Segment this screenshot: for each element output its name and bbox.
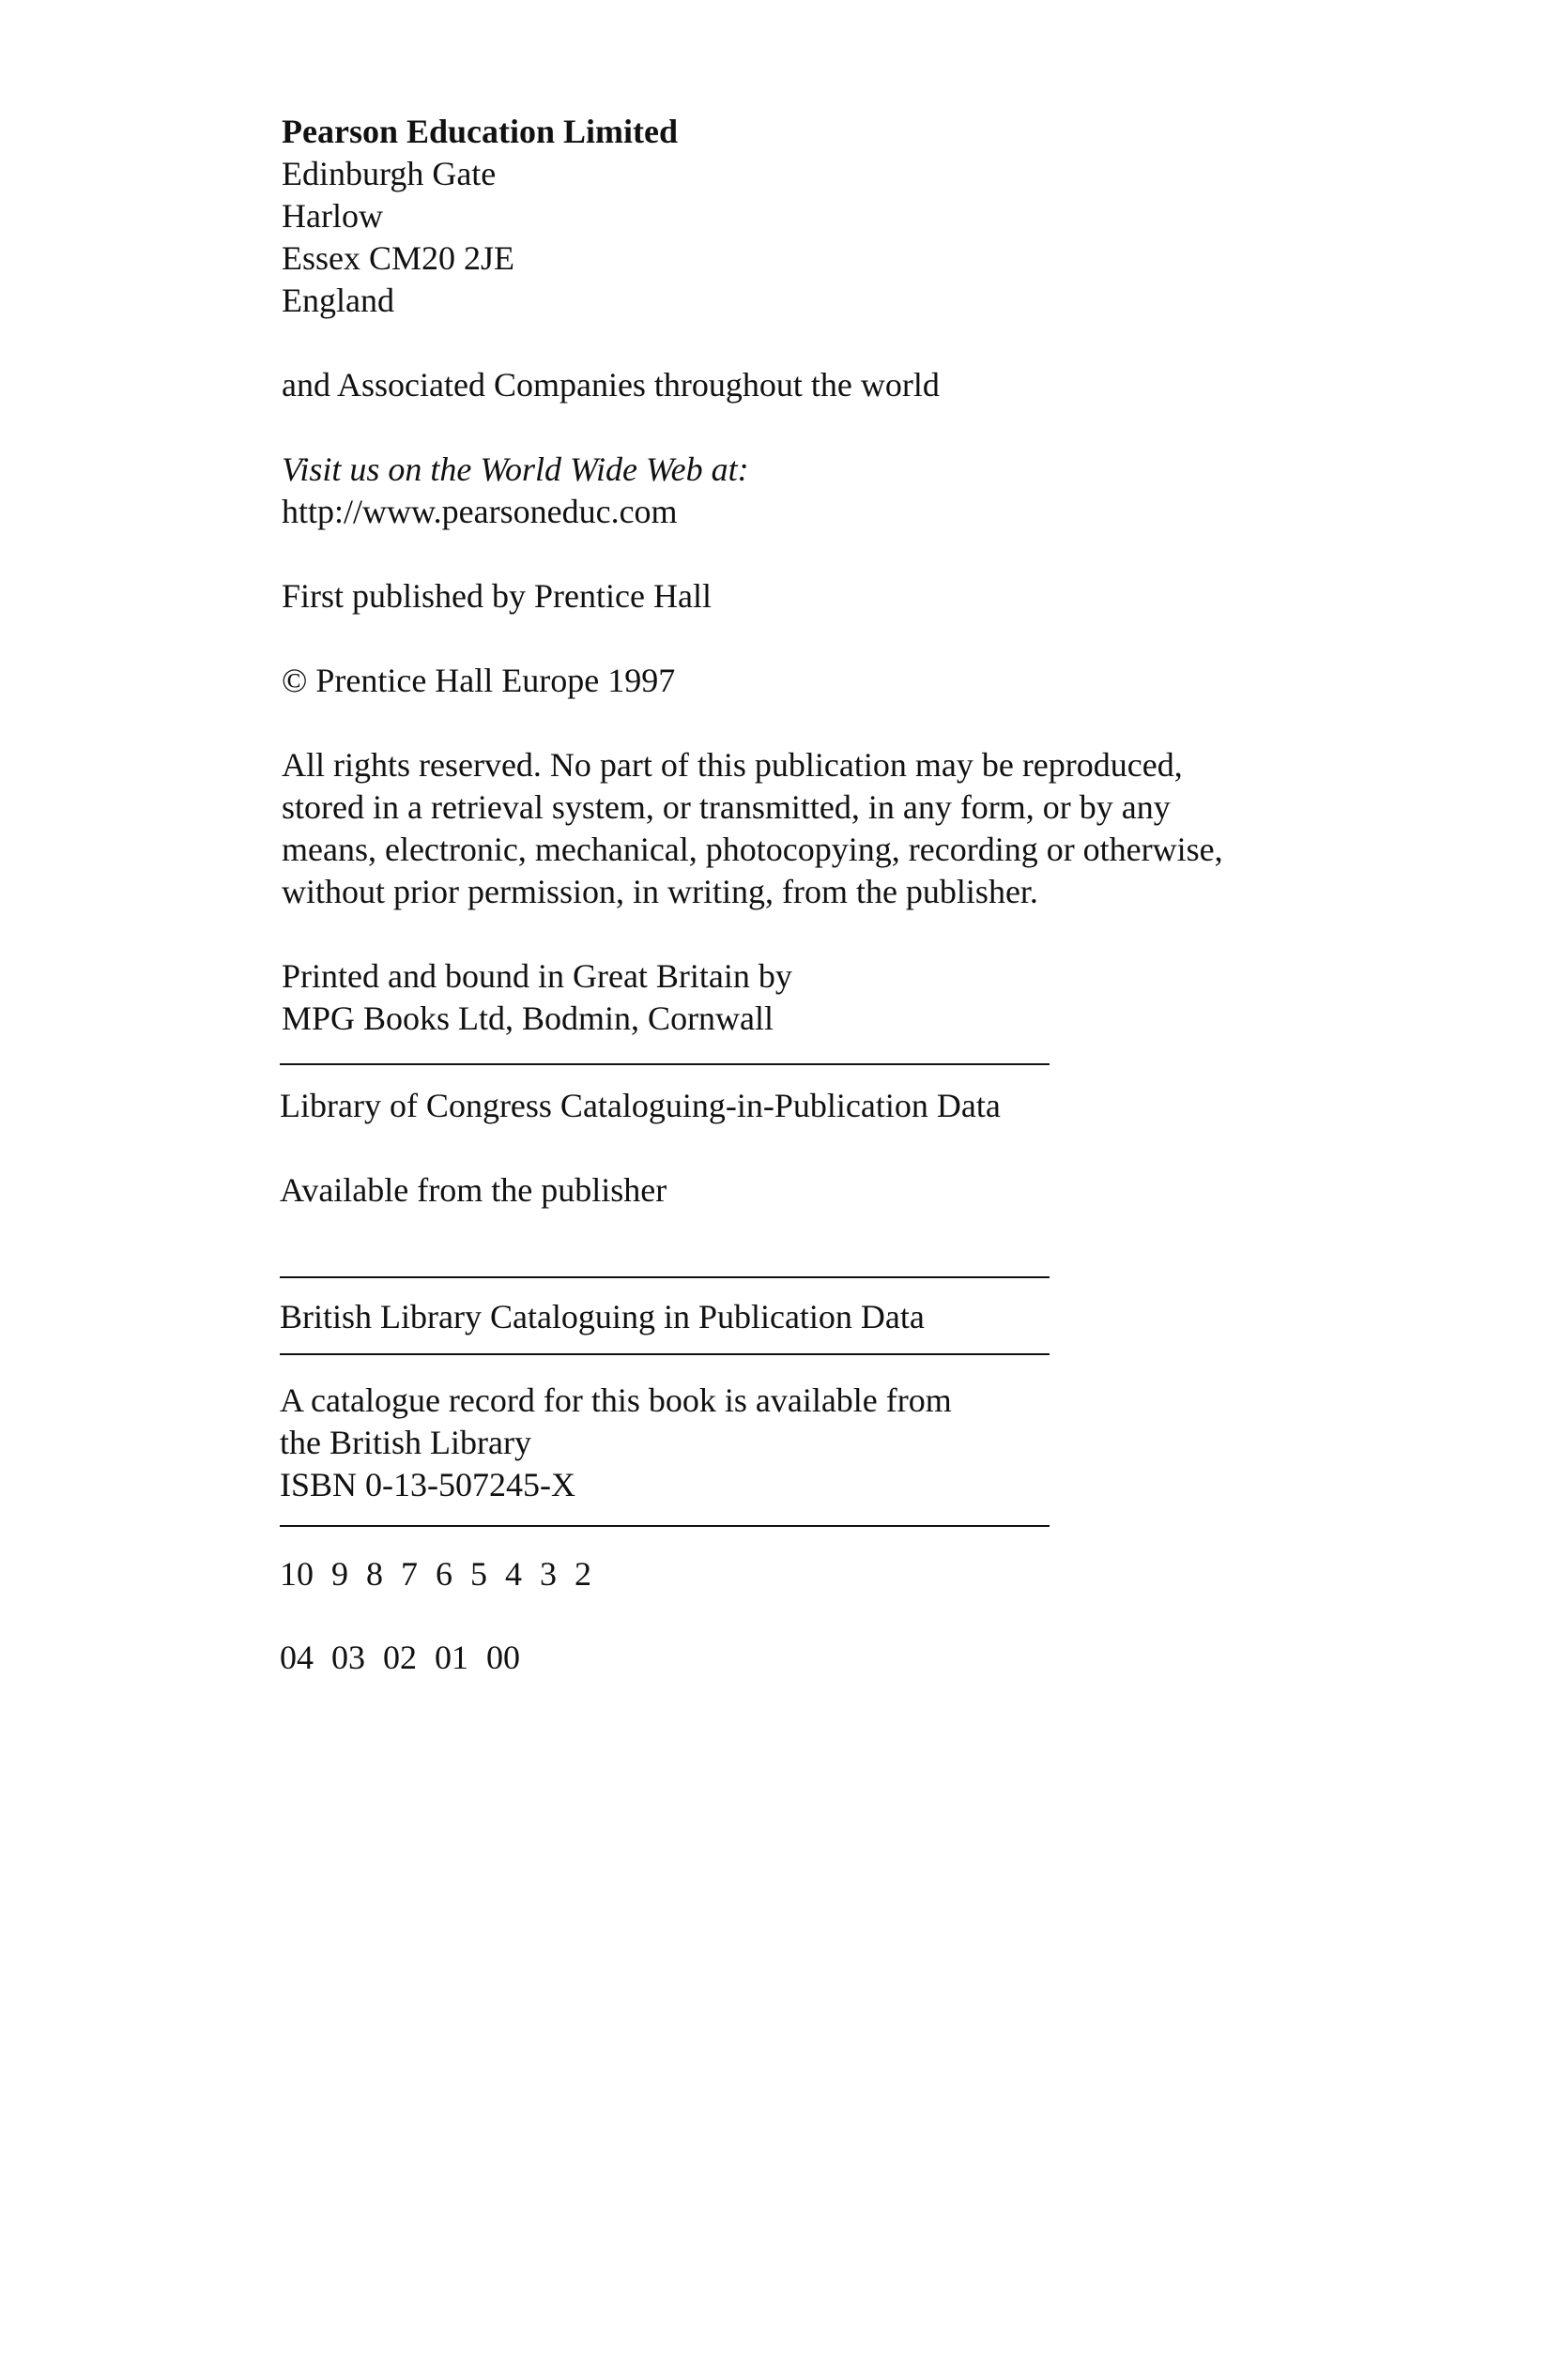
printing-number: 5 [470, 1555, 487, 1593]
first-published: First published by Prentice Hall [282, 577, 712, 615]
web-info [282, 449, 1314, 533]
printer-info [282, 955, 1314, 1040]
bl-line: the British Library [280, 1424, 531, 1461]
address-line: Essex CM20 2JE [282, 239, 515, 277]
printing-numbers [280, 1553, 1050, 1595]
printer-line: MPG Books Ltd, Bodmin, Cornwall [282, 999, 774, 1037]
address-line: England [282, 282, 394, 319]
publisher-address [282, 111, 1314, 322]
printing-year: 01 [435, 1639, 468, 1676]
printing-number: 8 [366, 1555, 383, 1593]
copyright-notice: © Prentice Hall Europe 1997 [282, 662, 676, 699]
rights-line: means, electronic, mechanical, photocopying, recording or otherwise, [282, 831, 1223, 868]
bl-heading: British Library Cataloguing in Publication Data [280, 1298, 925, 1335]
web-label: Visit us on the World Wide Web at: [282, 450, 749, 488]
loc-heading: Library of Congress Cataloguing-in-Publication Data [280, 1087, 1001, 1124]
divider [280, 1353, 1050, 1355]
printing-number: 9 [331, 1555, 348, 1593]
printing-number: 6 [436, 1555, 452, 1593]
divider [280, 1063, 1050, 1065]
rights-line: without prior permission, in writing, from the publisher. [282, 873, 1038, 910]
printing-number: 2 [575, 1555, 591, 1593]
printing-year: 02 [383, 1639, 417, 1676]
loc-text: Available from the publisher [280, 1171, 667, 1209]
rights-line: stored in a retrieval system, or transmitted, in any form, or by any [282, 788, 1171, 826]
divider [280, 1276, 1050, 1278]
printing-year: 04 [280, 1639, 314, 1676]
printing-number: 7 [401, 1555, 418, 1593]
rights-statement [282, 744, 1314, 913]
printing-number: 4 [505, 1555, 522, 1593]
web-url: http://www.pearsoneduc.com [282, 493, 678, 530]
publisher-name: Pearson Education Limited [282, 113, 679, 150]
rights-line: All rights reserved. No part of this publication may be reproduced, [282, 746, 1183, 784]
printing-year: 00 [486, 1639, 520, 1676]
isbn: ISBN 0-13-507245-X [280, 1466, 575, 1503]
printing-years [280, 1637, 1050, 1679]
copyright-page-text [282, 111, 1314, 1040]
address-line: Edinburgh Gate [282, 155, 497, 192]
associated-companies: and Associated Companies throughout the world [282, 366, 940, 404]
printing-number: 10 [280, 1555, 314, 1593]
address-line: Harlow [282, 197, 383, 235]
printer-line: Printed and bound in Great Britain by [282, 957, 792, 995]
bl-record [280, 1380, 1050, 1506]
bl-line: A catalogue record for this book is available from [280, 1381, 952, 1419]
printing-number: 3 [540, 1555, 557, 1593]
printing-year: 03 [331, 1639, 365, 1676]
divider [280, 1525, 1050, 1527]
